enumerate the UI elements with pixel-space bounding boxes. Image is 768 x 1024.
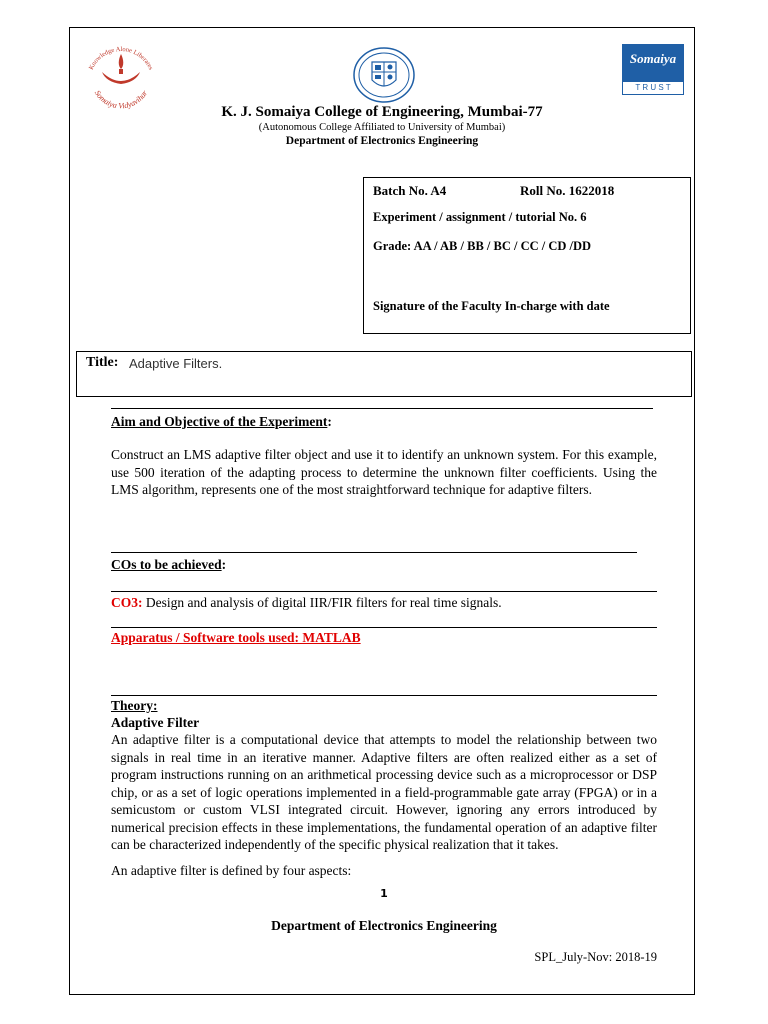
- experiment-number: Experiment / assignment / tutorial No. 6: [373, 210, 587, 224]
- apparatus-tools: Apparatus / Software tools used: MATLAB: [111, 630, 361, 645]
- somaiya-trust-logo: [622, 44, 684, 94]
- co3-label: CO3:: [111, 595, 143, 610]
- grade-options: Grade: AA / AB / BB / BC / CC / CD /DD: [373, 239, 592, 253]
- adaptive-filter-subheading: Adaptive Filter: [111, 715, 200, 730]
- title-box: [76, 351, 692, 397]
- cos-heading: COs to be achieved:: [111, 557, 227, 572]
- somaiya-vidyavihar-logo: [80, 42, 162, 112]
- college-name: K. J. Somaiya College of Engineering, Mumbai-77: [221, 104, 543, 120]
- co3-statement: [111, 595, 502, 611]
- divider: [111, 408, 653, 409]
- student-info-box: [363, 177, 691, 334]
- department-name: Department of Electronics Engineering: [285, 135, 479, 147]
- footer-course-code: SPL_July-Nov: 2018-19: [534, 950, 657, 964]
- roll-number: Roll No. 1622018: [520, 183, 615, 198]
- college-seal-logo: [352, 46, 416, 104]
- aim-heading: Aim and Objective of the Experiment:: [111, 414, 332, 429]
- divider: [111, 591, 657, 592]
- footer-department: Department of Electronics Engineering: [271, 918, 497, 933]
- divider: [111, 552, 637, 553]
- faculty-signature: Signature of the Faculty In-charge with date: [373, 299, 610, 313]
- logo-trust-name: Somaiya: [629, 51, 677, 66]
- theory-last-line: An adaptive filter is defined by four aspects:: [111, 863, 352, 878]
- svg-text:Somaiya Vidyavihar: Somaiya Vidyavihar: [92, 88, 150, 111]
- title-value: Adaptive Filters.: [129, 356, 223, 371]
- title-label: Title:: [86, 355, 119, 370]
- svg-text:Knowledge Alone Liberates: Knowledge Alone Liberates: [87, 45, 155, 72]
- divider: [111, 695, 657, 696]
- page-number: 1: [380, 887, 388, 900]
- theory-heading: Theory:: [111, 698, 158, 713]
- co3-text: Design and analysis of digital IIR/FIR filters for real time signals.: [142, 595, 502, 610]
- aim-text: Construct an LMS adaptive filter object and use it to identify an unknown system. For this example, use 500 iteration of the adapting process to determine the unknown filter coefficients. Using the LMS algorithm, represents one of the most straightforward technique for adaptive filters.: [111, 447, 657, 497]
- theory-text: An adaptive filter is a computational device that attempts to model the relationship between two signals in real time in an iterative manner. Adaptive filters are often realized either as a set of program instructions running on an arithmetical processing device such as a microprocessor or DSP chip, or as a set of logic operations implemented in a field-programmable gate array (FPGA) or in a semicustom or custom VLSI integrated circuit. However, ignoring any errors introduced by numerical precision effects in these implementations, the fundamental operation of an adaptive filter can be characterized independently of the specific physical realization that it takes.: [111, 732, 657, 852]
- batch-number: Batch No. A4: [373, 183, 447, 198]
- logo-trust-label: T R U S T: [622, 81, 684, 95]
- divider: [111, 627, 657, 628]
- college-affiliation: (Autonomous College Affiliated to University of Mumbai): [258, 122, 506, 133]
